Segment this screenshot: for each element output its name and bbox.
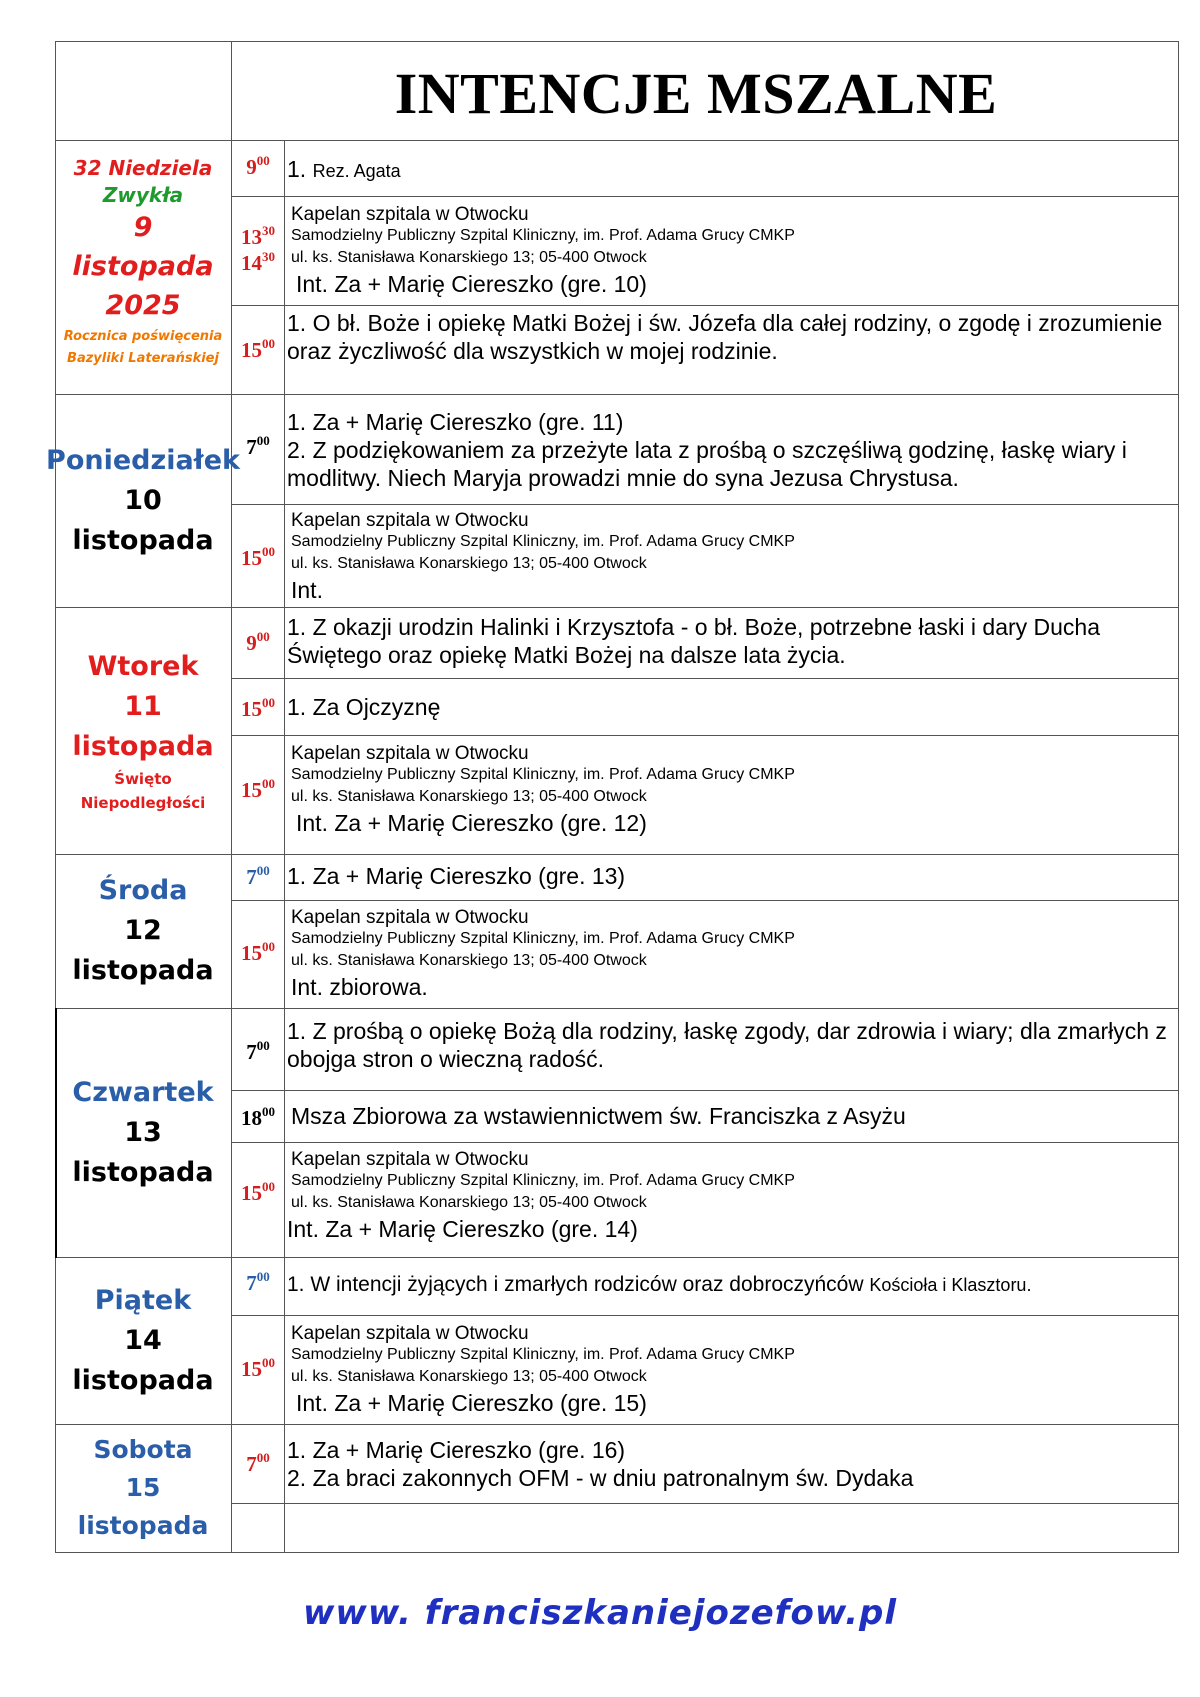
day-cell-tuesday (55, 607, 231, 854)
mass-time: $15^{00}$ (241, 695, 275, 721)
mass-time: $13^{30}$ (241, 223, 275, 249)
time-column-divider (284, 140, 285, 1553)
intention-text: 1. O bł. Boże i opiekę Matki Bożej i św. Józefa dla całej rodziny, o zgodę i zrozumienie oraz życzliwość dla wszystkich w mojej rodzinie. (287, 310, 1163, 364)
intention-text: 1. Za + Marię Ciereszko (gre. 16) 2. Za braci zakonnych OFM - w dniu patronalnym św. Dydaka (287, 1437, 914, 1491)
day-name: Środa (98, 875, 188, 906)
day-name: Wtorek (87, 650, 199, 682)
chaplain-block: Kapelan szpitala w Otwocku Samodzielny Publiczny Szpital Kliniczny, im. Prof. Adama Grucy CMKP ul. ks. Stanisława Konarskiego 13; 05-400 Otwock Int. (291, 510, 795, 603)
row-divider (231, 1503, 1179, 1504)
day-month: listopada (72, 524, 214, 556)
day-number: 13 (124, 1116, 162, 1148)
mass-time: $15^{00}$ (241, 776, 275, 802)
day-note: Niepodległości (80, 793, 206, 812)
table-border-bottom (55, 1552, 1179, 1553)
table-border-top (55, 41, 1179, 42)
day-number: 10 (124, 484, 162, 516)
day-year: 2025 (105, 290, 181, 321)
day-cell-sunday (55, 154, 231, 388)
day-number: 14 (124, 1324, 162, 1356)
intention-text: 1. Z okazji urodzin Halinki i Krzysztofa - o bł. Boże, potrzebne łaski i dary Ducha Świętego oraz opiekę Matki Bożej na dalsze lata życia. (287, 614, 1101, 668)
chaplain-block: Kapelan szpitala w Otwocku Samodzielny Publiczny Szpital Kliniczny, im. Prof. Adama Grucy CMKP ul. ks. Stanisława Konarskiego 13; 05-400 Otwock Int. Za + Marię Ciereszko (gre. 15) (291, 1323, 795, 1416)
mass-time: $15^{00}$ (241, 939, 275, 965)
day-name: 32 Niedziela (73, 156, 213, 180)
day-cell-saturday (55, 1424, 231, 1552)
chaplain-block: Kapelan szpitala w Otwocku Samodzielny Publiczny Szpital Kliniczny, im. Prof. Adama Grucy CMKP ul. ks. Stanisława Konarskiego 13; 05-400 Otwock Int. Za + Marię Ciereszko (gre. 14) (287, 1149, 795, 1242)
intention-text: 1. Za Ojczyznę (287, 694, 441, 720)
website-link[interactable]: www. franciszkaniejozefow.pl (303, 1593, 897, 1633)
day-month: listopada (77, 1511, 209, 1540)
day-column-divider (231, 41, 232, 1553)
day-month: listopada (72, 251, 214, 282)
mass-intentions-table (46, 41, 1179, 1553)
day-month: listopada (72, 1364, 214, 1396)
mass-time: $15^{00}$ (241, 544, 275, 570)
day-number: 12 (124, 915, 162, 946)
day-name: Sobota (93, 1435, 193, 1464)
row-divider (231, 900, 1179, 901)
row-divider (231, 305, 1179, 306)
day-name: Czwartek (72, 1076, 214, 1108)
day-note: Bazyliki Laterańskiej (67, 351, 219, 366)
day-subtitle: Zwykła (102, 183, 184, 207)
intention-text: 1. Za + Marię Ciereszko (gre. 13) (287, 863, 626, 889)
day-name: Piątek (94, 1284, 192, 1316)
mass-time: $14^{30}$ (241, 249, 275, 275)
day-number: 15 (125, 1473, 161, 1502)
day-number: 9 (133, 212, 153, 243)
intention-text: 1. Za + Marię Ciereszko (gre. 11) 2. Z podziękowaniem za przeżyte lata z prośbą o szczęśliwą godzinę, łaskę wiary i modlitwy. Niech Maryja prowadzi mnie do syna Jezusa Chrystusa. (287, 409, 1127, 491)
row-divider (231, 1142, 1179, 1143)
day-month: listopada (72, 730, 214, 762)
row-divider (231, 735, 1179, 736)
chaplain-block: Kapelan szpitala w Otwocku Samodzielny Publiczny Szpital Kliniczny, im. Prof. Adama Grucy CMKP ul. ks. Stanisława Konarskiego 13; 05-400 Otwock Int. Za + Marię Ciereszko (gre. 10) (291, 204, 795, 297)
row-divider (231, 1315, 1179, 1316)
day-cell-wednesday (55, 854, 231, 1008)
day-note: Rocznica poświęcenia (63, 329, 223, 344)
mass-time: $7^{00}$ (246, 1269, 270, 1295)
chaplain-block: Kapelan szpitala w Otwocku Samodzielny Publiczny Szpital Kliniczny, im. Prof. Adama Grucy CMKP ul. ks. Stanisława Konarskiego 13; 05-400 Otwock Int. Za + Marię Ciereszko (gre. 12) (291, 743, 795, 836)
intention-text: 1. Z prośbą o opiekę Bożą dla rodziny, łaskę zgody, dar zdrowia i wiary; dla zmarłych z obojga stron o wieczną radość. (287, 1018, 1167, 1072)
day-note: Święto (114, 769, 172, 788)
mass-time: $15^{00}$ (241, 1355, 275, 1381)
mass-time: $15^{00}$ (241, 1179, 275, 1205)
day-number: 11 (124, 690, 162, 722)
day-cell-thursday (55, 1008, 231, 1257)
day-cell-friday (55, 1257, 231, 1424)
day-cell-monday (46, 394, 240, 607)
page-title: INTENCJE MSZALNE (394, 61, 998, 126)
mass-time: $7^{00}$ (246, 1038, 270, 1064)
mass-time: $7^{00}$ (246, 433, 270, 459)
mass-time: $7^{00}$ (246, 863, 270, 889)
mass-time: $18^{00}$ (241, 1104, 275, 1130)
row-divider (231, 678, 1179, 679)
day-name: Poniedziałek (46, 444, 240, 476)
table-border-right (1178, 41, 1179, 1553)
row-divider (231, 504, 1179, 505)
intention-text: 1. Rez. Agata (287, 156, 401, 182)
intention-text: Msza Zbiorowa za wstawiennictwem św. Franciszka z Asyżu (291, 1103, 906, 1129)
mass-time: $9^{00}$ (246, 153, 270, 179)
mass-time: $15^{00}$ (241, 336, 275, 362)
row-divider (231, 196, 1179, 197)
mass-time: $7^{00}$ (246, 1450, 270, 1476)
mass-time: $9^{00}$ (246, 629, 270, 655)
chaplain-block: Kapelan szpitala w Otwocku Samodzielny Publiczny Szpital Kliniczny, im. Prof. Adama Grucy CMKP ul. ks. Stanisława Konarskiego 13; 05-400 Otwock Int. zbiorowa. (291, 907, 795, 1000)
intention-text: 1. W intencji żyjących i zmarłych rodziców oraz dobroczyńców Kościoła i Klasztoru. (287, 1273, 1032, 1296)
day-month: listopada (72, 955, 214, 986)
day-month: listopada (72, 1156, 214, 1188)
row-divider (231, 1090, 1179, 1091)
